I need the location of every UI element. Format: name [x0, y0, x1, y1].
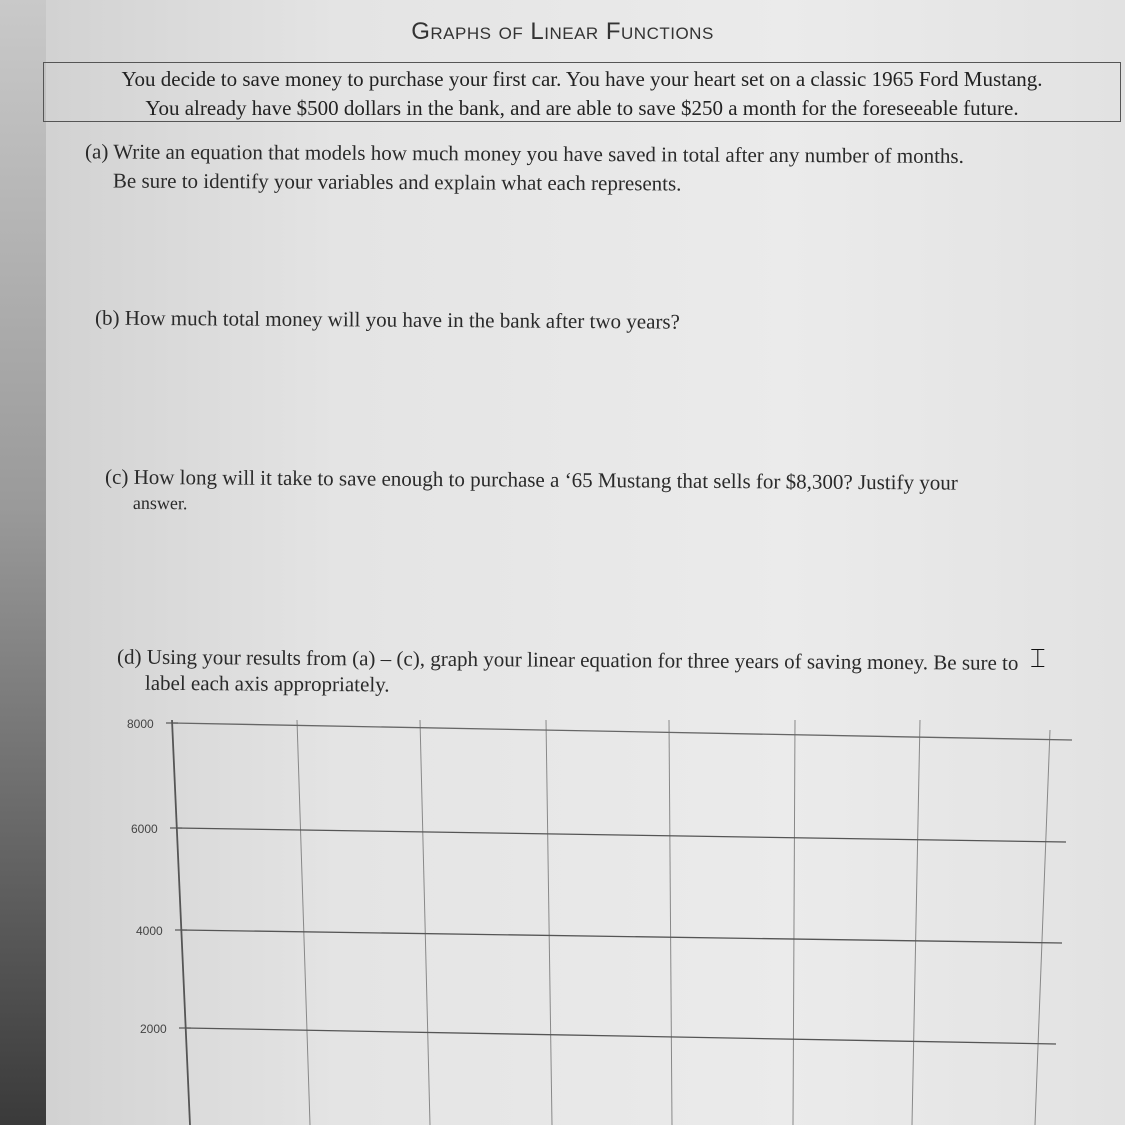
- grid-vline: [669, 720, 672, 1125]
- question-d-label: (d): [117, 644, 142, 669]
- y-tick-label: 4000: [136, 924, 163, 938]
- question-a-text: Write an equation that models how much money you have saved in total after any number of months.: [113, 139, 964, 168]
- intro-line-1: You decide to save money to purchase your first car. You have your heart set on a classic 1965 Ford Mustang.: [121, 67, 1043, 91]
- question-d-text: Using your results from (a) – (c), graph your linear equation for three years of saving money. Be sure to: [146, 644, 1019, 675]
- grid-hline: [176, 828, 1066, 842]
- grid-hline: [185, 1028, 1056, 1044]
- grid-vline: [420, 720, 430, 1125]
- question-c: [105, 463, 1055, 521]
- question-c-text: How long will it take to save enough to purchase a ‘65 Mustang that sells for $8,300? Justify your: [133, 464, 958, 495]
- y-tick-label: 8000: [127, 717, 154, 731]
- grid-vline: [793, 720, 795, 1125]
- grid-vline: [546, 720, 552, 1125]
- intro-line-2: You already have $500 dollars in the bank, and are able to save $250 a month for the foreseeable future.: [145, 96, 1019, 120]
- y-tick-label: 2000: [140, 1022, 167, 1036]
- grid-hline: [172, 723, 1072, 740]
- text-cursor-icon: ⌶: [1030, 644, 1046, 674]
- question-c-text-2: answer.: [132, 492, 188, 514]
- grid-y-axis: [172, 720, 190, 1125]
- question-d-text-2: label each axis appropriately.: [144, 670, 390, 697]
- y-tick-label: 6000: [131, 822, 158, 836]
- intro-box: [43, 62, 1121, 122]
- grid-vline: [1035, 730, 1050, 1125]
- question-b: [95, 304, 795, 338]
- question-d: [117, 643, 1097, 701]
- question-b-label: (b): [94, 305, 120, 330]
- question-a: [85, 137, 1095, 200]
- grid-vline: [297, 720, 310, 1125]
- grid-vline: [912, 720, 920, 1125]
- question-b-text: How much total money will you have in the bank after two years?: [124, 305, 681, 334]
- answer-graph-grid: [0, 700, 1125, 1125]
- worksheet-title: Graphs of Linear Functions: [411, 18, 714, 45]
- question-a-text-2: Be sure to identify your variables and explain what each represents.: [112, 168, 682, 196]
- question-a-label: (a): [85, 139, 109, 164]
- grid-hline: [181, 930, 1062, 943]
- question-c-label: (c): [105, 464, 129, 489]
